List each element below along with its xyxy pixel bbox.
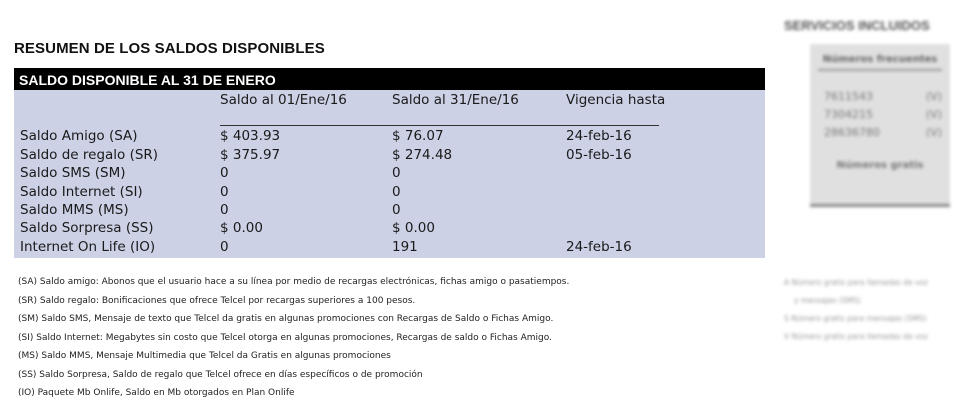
validity-date: 24-feb-16 (566, 128, 632, 144)
footnote: (SM) Saldo SMS, Mensaje de texto que Telcel da gratis en algunas promociones con Recargas de Saldo o Fichas Amigo. (18, 314, 554, 324)
initial-balance: 0 (220, 239, 229, 255)
row-label: Saldo Amigo (SA) (20, 128, 138, 144)
service-note: V Número gratis para llamadas de voz (784, 332, 928, 341)
balance-table (14, 68, 765, 258)
column-header-initial: Saldo al 01/Ene/16 (220, 92, 347, 108)
column-header-validity: Vigencia hasta (566, 92, 666, 108)
validity-date: 05-feb-16 (566, 147, 632, 163)
phone-number: 7611543 (824, 90, 873, 103)
final-balance: $ 274.48 (392, 147, 453, 163)
initial-balance: $ 0.00 (220, 220, 263, 236)
initial-balance: $ 375.97 (220, 147, 281, 163)
phone-number: 7304215 (824, 108, 873, 121)
row-label: Saldo de regalo (SR) (20, 147, 159, 163)
row-label: Saldo Sorpresa (SS) (20, 220, 154, 236)
free-numbers-header: Números gratis (836, 160, 924, 171)
service-note: A Número gratis para llamadas de voz (784, 278, 928, 287)
final-balance: 0 (392, 184, 401, 200)
header-divider (220, 125, 659, 126)
row-label: Saldo SMS (SM) (20, 165, 126, 181)
initial-balance: $ 403.93 (220, 128, 281, 144)
footnote: (SS) Saldo Sorpresa, Saldo de regalo que Telcel ofrece en días específicos o de promoción (18, 369, 423, 380)
initial-balance: 0 (220, 202, 229, 218)
footnote: (MS) Saldo MMS, Mensaje Multimedia que Telcel da Gratis en algunas promociones (18, 351, 391, 361)
footnote: (IO) Paquete Mb Onlife, Saldo en Mb otorgados en Plan Onlife (18, 388, 295, 398)
final-balance: $ 76.07 (392, 128, 444, 144)
validity-date: 24-feb-16 (566, 239, 632, 255)
final-balance: 0 (392, 202, 401, 218)
frequent-number (824, 126, 942, 139)
number-flag: (V) (925, 126, 942, 139)
final-balance: $ 0.00 (392, 220, 435, 236)
row-label: Saldo Internet (SI) (20, 184, 143, 200)
services-panel (780, 14, 980, 413)
footnotes (18, 273, 778, 403)
frequent-numbers-box (810, 44, 950, 207)
footnote: (SA) Saldo amigo: Abonos que el usuario hace a su línea por medio de recargas electrónicas, fichas amigo o pasatiempos. (18, 277, 570, 287)
initial-balance: 0 (220, 165, 229, 181)
row-label: Internet On Life (IO) (20, 239, 156, 255)
final-balance: 191 (392, 239, 418, 255)
number-flag: (V) (925, 90, 942, 103)
row-label: Saldo MMS (MS) (20, 202, 129, 218)
service-note: y mensajes (SMS) (794, 296, 861, 305)
footnote: (SI) Saldo Internet: Megabytes sin costo que Telcel otorga en algunas promociones, Recargas de saldo o Fichas Amigo. (18, 332, 552, 343)
services-title: SERVICIOS INCLUIDOS (784, 18, 930, 33)
frequent-number (824, 90, 942, 103)
number-flag: (V) (925, 108, 942, 121)
frequent-number (824, 108, 942, 121)
footnote: (SR) Saldo regalo: Bonificaciones que ofrece Telcel por recargas superiores a 100 pesos. (18, 295, 416, 306)
phone-number: 28636780 (824, 126, 880, 139)
column-header-final: Saldo al 31/Ene/16 (392, 92, 519, 108)
table-header: SALDO DISPONIBLE AL 31 DE ENERO (14, 68, 765, 90)
service-note: S Número gratis para mensajes (SMS) (784, 314, 927, 323)
initial-balance: 0 (220, 184, 229, 200)
final-balance: 0 (392, 165, 401, 181)
page-title: RESUMEN DE LOS SALDOS DISPONIBLES (14, 40, 325, 57)
frequent-numbers-header: Números frecuentes (818, 54, 942, 71)
